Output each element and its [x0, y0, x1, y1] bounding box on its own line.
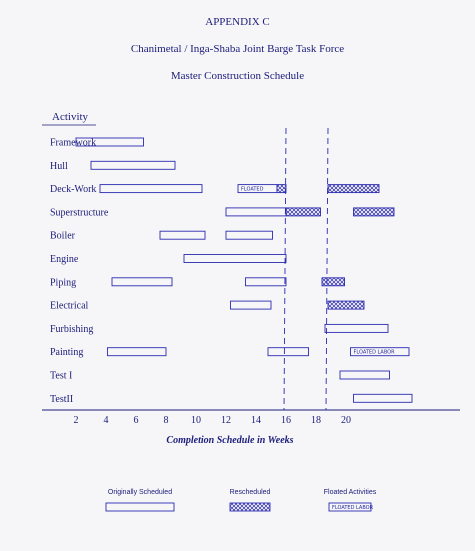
x-tick-label: 20: [341, 415, 351, 426]
activity-label-engine: Engine: [50, 254, 79, 265]
y-header: Activity: [52, 111, 89, 123]
activity-label-superstructure: Superstructure: [50, 207, 109, 219]
legend-swatch-text: FLOATED LABOR: [332, 505, 374, 511]
bar-original: [340, 371, 390, 379]
page-title: Master Construction Schedule: [170, 70, 305, 82]
bar-rescheduled: [286, 208, 321, 216]
activity-label-boiler: Boiler: [50, 230, 75, 242]
appendix-label: APPENDIX C: [205, 16, 270, 28]
activity-label-deck-work: Deck-Work: [50, 184, 97, 196]
x-tick-label: 16: [281, 415, 291, 426]
activity-label-test-i: Test I: [50, 370, 73, 382]
bar-original: [112, 278, 172, 286]
bar-original: [100, 185, 202, 193]
legend-label-floated: Floated Activities: [323, 489, 377, 496]
activity-label-painting: Painting: [50, 347, 84, 359]
legend-label-rescheduled: Rescheduled: [229, 489, 271, 496]
schedule-marker-line: [284, 128, 286, 410]
x-tick-label: 2: [73, 415, 79, 426]
x-axis-label: Completion Schedule in Weeks: [166, 435, 294, 446]
activity-label-framework: Framework: [50, 137, 97, 149]
bar-original: [184, 255, 286, 263]
bar-original: [226, 231, 273, 239]
x-tick-label: 6: [133, 415, 139, 426]
legend-swatch-rescheduled: [230, 503, 270, 511]
organization-title: Chanimetal / Inga-Shaba Joint Barge Task Force: [130, 43, 345, 55]
activity-label-hull: Hull: [50, 160, 68, 172]
bar-rescheduled: [328, 185, 379, 193]
bar-original: [226, 208, 286, 216]
bar-original: [231, 301, 272, 309]
bar-original: [268, 348, 309, 356]
activity-label-electrical: Electrical: [50, 300, 89, 312]
activity-label-piping: Piping: [50, 277, 77, 289]
bar-original: [91, 161, 175, 169]
bar-original: [246, 278, 287, 286]
bar-original: [108, 348, 167, 356]
x-tick-label: 8: [163, 415, 169, 426]
activity-label-testii: TestII: [50, 393, 74, 405]
bar-original: [325, 324, 388, 332]
bar-floated-label: FLOATED: [241, 186, 264, 193]
x-tick-label: 18: [311, 415, 321, 426]
x-tick-label: 12: [221, 415, 231, 426]
bar-rescheduled: [322, 278, 345, 286]
bar-original: [354, 394, 413, 402]
legend-label-original: Originally Scheduled: [107, 489, 173, 496]
x-tick-label: 14: [251, 415, 261, 426]
bar-rescheduled: [328, 301, 364, 309]
bar-floated-label: FLOATED LABOR: [353, 349, 395, 356]
x-tick-label: 4: [103, 415, 109, 426]
bar-original: [160, 231, 205, 239]
bar-rescheduled: [354, 208, 395, 216]
activity-label-furbishing: Furbishing: [50, 323, 94, 335]
schedule-marker-line: [326, 128, 328, 410]
legend-swatch-original: [106, 503, 174, 511]
x-tick-label: 10: [191, 415, 201, 426]
bar-rescheduled: [277, 185, 286, 193]
